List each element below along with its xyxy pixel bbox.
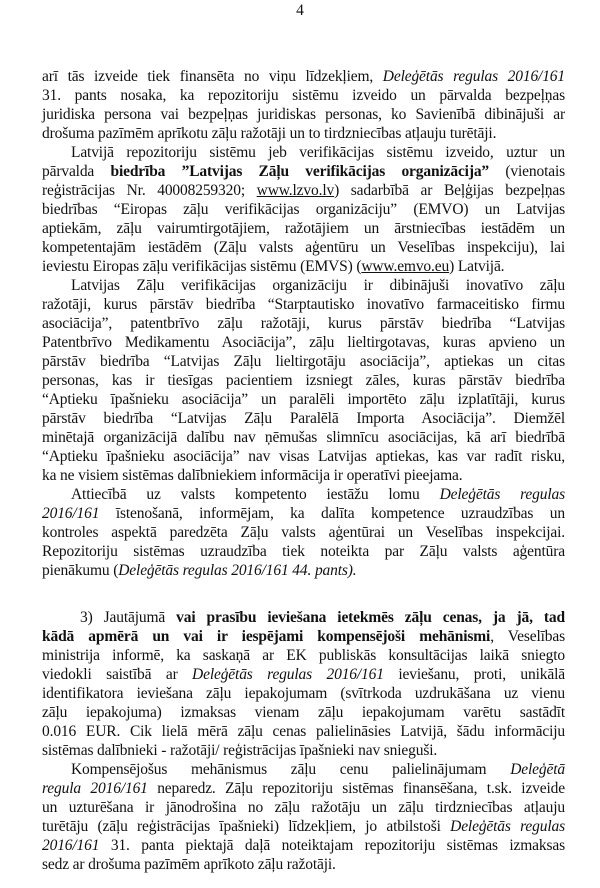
italic-text: Deleģētās regulas 2016/161 xyxy=(382,68,565,85)
text-line xyxy=(42,722,565,741)
link[interactable]: www.lzvo.lv xyxy=(256,182,335,199)
text-line xyxy=(42,314,565,333)
text-line xyxy=(42,105,565,124)
text-run: pārvalda xyxy=(42,163,111,180)
text-run: juridiska persona vai bezpeļņas juridiskas personas, ko Savienībā dibinājuši ar xyxy=(42,106,565,123)
text-line xyxy=(42,200,565,219)
text-run: Latvijā repozitoriju sistēmu jeb verifikācijas sistēmu izveido, uztur un xyxy=(71,144,565,161)
italic-text: Deleģētās regulas xyxy=(439,486,565,503)
text-run: Kompensējošus mehānismus zāļu cenu palielinājumam xyxy=(71,761,511,778)
italic-text: Deleģētās regulas 2016/161 44. pants). xyxy=(118,562,357,579)
text-line xyxy=(42,779,565,798)
italic-text: 2016/161 xyxy=(42,505,100,522)
text-run: (vienotais xyxy=(489,163,565,180)
text-run: drošuma pazīmēm aprīkotu zāļu ražotāji un to tirdzniecības atļauju turētāji. xyxy=(42,125,497,142)
text-run: 3) Jautājumā xyxy=(80,609,177,626)
text-line xyxy=(42,504,565,523)
text-run: pārstāv biedrība “Latvijas Zāļu Paralēlā Importa Asociācija”. Diemžēl xyxy=(42,410,565,427)
paragraph xyxy=(42,608,565,760)
text-line xyxy=(42,684,565,703)
text-run: aptiekām, zāļu vairumtirgotājiem, ražotājiem un ārstniecības iestādēm un xyxy=(42,220,565,237)
paragraph xyxy=(42,276,565,485)
text-run: sistēmas dalībnieki - ražotāji/ reģistrācijas īpašnieki nav snieguši. xyxy=(42,742,438,759)
text-run: viedokli saistībā ar xyxy=(42,666,193,683)
text-run: ka ne visiem sistēmas dalībniekiem informācija ir operatīvi pieejama. xyxy=(42,467,463,484)
text-line xyxy=(42,741,565,760)
text-line xyxy=(42,542,565,561)
text-line xyxy=(42,124,565,143)
text-line xyxy=(42,817,565,836)
text-line xyxy=(42,67,565,86)
text-run: kontroles aspektā paredzēta Zāļu valsts aģentūrai un Veselības inspekcijai. xyxy=(42,524,565,541)
text-line xyxy=(42,86,565,105)
text-line xyxy=(42,257,565,276)
text-run: minētajā organizācijā dalību nav ņēmušas slimnīcu asociācijas, kā arī biedrībā xyxy=(42,429,565,446)
text-line xyxy=(42,703,565,722)
paragraph xyxy=(42,143,565,276)
text-line xyxy=(42,665,565,684)
text-run: arī tās izveide tiek finansēta no viņu līdzekļiem, xyxy=(42,68,383,85)
text-line xyxy=(42,608,565,627)
text-run: biedrības “Eiropas zāļu verifikācijas organizāciju” (EMVO) un Latvijas xyxy=(42,201,565,218)
text-run: Repozitoriju sistēmas uzraudzība tiek noteikta par Zāļu valsts aģentūra xyxy=(42,543,565,560)
bold-text: kādā apmērā un vai ir iespējami kompensējoši mehānismi xyxy=(42,628,491,645)
text-line xyxy=(42,409,565,428)
text-run: identifikatora ieviešana zāļu iepakojumam (svītrkoda uzdrukāšana uz vienu xyxy=(42,685,565,702)
text-run: pienākumu ( xyxy=(42,562,119,579)
text-line xyxy=(42,485,565,504)
text-run: 31. panta piektajā daļā noteiktajam repozitoriju sistēmas izmaksas xyxy=(99,837,565,854)
text-line xyxy=(42,760,565,779)
text-line xyxy=(42,798,565,817)
text-line xyxy=(42,447,565,466)
text-line xyxy=(42,646,565,665)
text-run: Patentbrīvo Medikamentu Asociācija”, zāļu lieltirgotavas, kuras apvieno un xyxy=(42,334,565,351)
text-run: turētāju (zāļu reģistrācijas īpašnieki) līdzekļiem, jo atbilstoši xyxy=(42,818,451,835)
text-run: ieviešanu, proti, unikālā xyxy=(383,666,566,683)
text-line xyxy=(42,523,565,542)
italic-text: Deleģētā xyxy=(510,761,565,778)
text-run: 31. pants nosaka, ka repozitoriju sistēmu izveido un pārvalda bezpeļņas xyxy=(42,87,565,104)
italic-text: Deleģētās regulas xyxy=(450,818,565,835)
text-run: Latvijas Zāļu verifikācijas organizāciju ir dibinājuši inovatīvo zāļu xyxy=(71,277,565,294)
text-line xyxy=(42,352,565,371)
text-run: “Aptieku īpašnieku asociācija” un paralēli importēto zāļu izplatītāji, kurus xyxy=(42,391,565,408)
text-line xyxy=(42,219,565,238)
text-run: zāļu iepakojuma) izmaksas vienam zāļu iepakojumam varētu sastādīt xyxy=(42,704,565,721)
text-run: 0.016 EUR. Cik lielā mērā zāļu cenas palielināsies Latvijā, šādu informāciju xyxy=(42,723,565,740)
bold-text: biedrība ”Latvijas Zāļu verifikācijas organizācija” xyxy=(110,163,490,180)
text-run: Attiecībā uz valsts kompetento iestāžu lomu xyxy=(71,486,440,503)
page-number: 4 xyxy=(296,2,304,19)
italic-text: Deleģētās regulas 2016/161 xyxy=(192,666,384,683)
paragraph xyxy=(42,760,565,874)
text-line xyxy=(42,428,565,447)
link[interactable]: www.emvo.eu xyxy=(361,258,450,275)
text-line xyxy=(42,561,565,580)
text-run: un uzturēšana ir jānodrošina no zāļu ražotāju un zāļu tirdzniecības atļauju xyxy=(42,799,565,816)
text-run: “Aptieku īpašnieku asociācija” nav visas Latvijas aptiekas, kas var radīt risku, xyxy=(42,448,565,465)
text-run: personas, kas ir tiesīgas pacientiem izsniegt zāles, kuras pārstāv biedrība xyxy=(42,372,565,389)
text-run: ) Latvijā. xyxy=(449,258,505,275)
text-line xyxy=(42,181,565,200)
text-line xyxy=(42,276,565,295)
text-run: reģistrācijas Nr. 40008259320; xyxy=(42,182,257,199)
text-run: ražotāji, kurus pārstāv biedrība “Starptautisko inovatīvo farmaceitisko firmu xyxy=(42,296,565,313)
text-line xyxy=(42,466,565,485)
paragraph xyxy=(42,67,565,143)
italic-text: 2016/161 xyxy=(42,837,100,854)
text-run: kompetentajām iestādēm (Zāļu valsts aģentūru un Veselības inspekciju), lai xyxy=(42,239,565,256)
text-run: sedz ar drošuma pazīmēm aprīkoto zāļu ražotāji. xyxy=(42,856,336,873)
text-run: ) sadarbībā ar Beļģijas bezpeļņas xyxy=(334,182,565,199)
text-line xyxy=(42,836,565,855)
text-run: īstenošanā, informējam, ka dalīta kompetence uzraudzības un xyxy=(99,505,565,522)
text-line xyxy=(42,371,565,390)
text-line xyxy=(42,162,565,181)
paragraph xyxy=(42,485,565,580)
italic-text: regula 2016/161 xyxy=(42,780,148,797)
text-line xyxy=(42,295,565,314)
text-run: asociācija”, patentbrīvo zāļu ražotāji, kurus pārstāv biedrība “Latvijas xyxy=(42,315,565,332)
text-run: , Veselības xyxy=(490,628,565,645)
text-line xyxy=(42,333,565,352)
document-body xyxy=(42,67,565,874)
text-line xyxy=(42,143,565,162)
text-line xyxy=(42,627,565,646)
text-run: ieviestu Eiropas zāļu verifikācijas sistēmu (EMVS) ( xyxy=(42,258,362,275)
text-run: pārstāv biedrība “Latvijas Zāļu lieltirgotāju asociācija”, aptiekas un citas xyxy=(42,353,565,370)
text-line xyxy=(42,390,565,409)
text-run: ministrija informē, ka saskaņā ar EK publiskās konsultācijas laikā sniegto xyxy=(42,647,565,664)
text-run: neparedz. Zāļu repozitoriju sistēmas finansēšana, t.sk. izveide xyxy=(147,780,565,797)
text-line xyxy=(42,238,565,257)
bold-text: vai prasību ieviešana ietekmēs zāļu cenas, ja jā, tad xyxy=(176,609,565,626)
text-line xyxy=(42,855,565,874)
